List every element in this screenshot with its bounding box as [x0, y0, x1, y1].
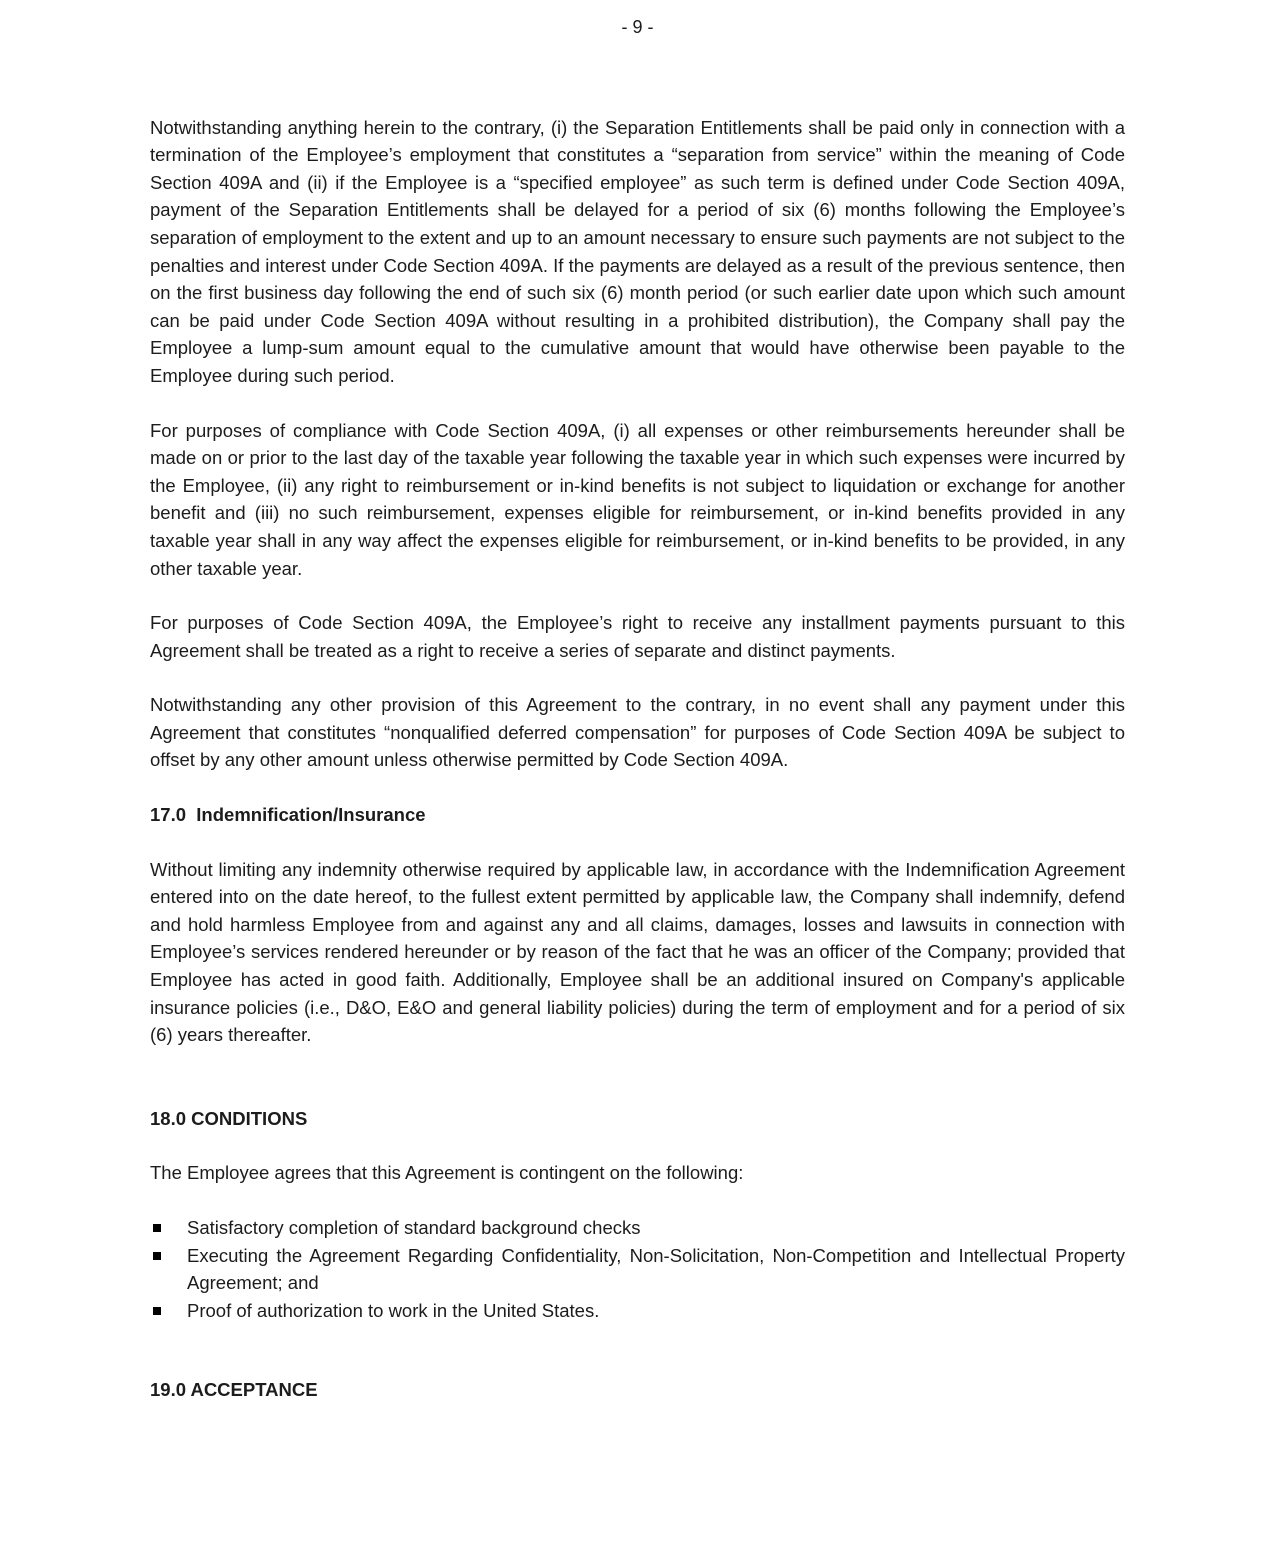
- list-item: [150, 1242, 1125, 1297]
- list-item: [150, 1297, 1125, 1325]
- list-item-text: Executing the Agreement Regarding Confidentiality, Non-Solicitation, Non-Competition and Intellectual Property Agreement; and: [187, 1244, 1125, 1294]
- paragraph-409a-reimbursements: For purposes of compliance with Code Section 409A, (i) all expenses or other reimbursements hereunder shall be made on or prior to the last day of the taxable year following the taxable year in which such expenses were incurred by the Employee, (ii) any right to reimbursement or in-kind benefits is not subject to liquidation or exchange for another benefit and (iii) no such reimbursement, expenses eligible for reimbursement, or in-kind benefits provided in any taxable year shall in any way affect the expenses eligible for reimbursement, or in-kind benefits to be provided, in any other taxable year.: [150, 419, 1125, 579]
- conditions-list: [150, 1214, 1125, 1324]
- bullet-square-icon: [153, 1252, 161, 1260]
- heading-17-indemnification-insurance: 17.0 Indemnification/Insurance: [150, 804, 426, 826]
- list-item-text: Satisfactory completion of standard background checks: [187, 1217, 641, 1238]
- document-content: [150, 114, 1125, 1404]
- paragraph-conditions-intro: The Employee agrees that this Agreement is contingent on the following:: [150, 1162, 744, 1184]
- paragraph-409a-separation-entitlements: Notwithstanding anything herein to the contrary, (i) the Separation Entitlements shall be paid only in connection with a termination of the Employee’s employment that constitutes a “separation from service” within the meaning of Code Section 409A and (ii) if the Employee is a “specified employee” as such term is defined under Code Section 409A, payment of the Separation Entitlements shall be delayed for a period of six (6) months following the Employee’s separation of employment to the extent and up to an amount necessary to ensure such payments are not subject to the penalties and interest under Code Section 409A. If the payments are delayed as a result of the previous sentence, then on the first business day following the end of such six (6) month period (or such earlier date upon which such amount can be paid under Code Section 409A without resulting in a prohibited distribution), the Company shall pay the Employee a lump-sum amount equal to the cumulative amount that would have otherwise been payable to the Employee during such period.: [150, 116, 1125, 386]
- heading-18-conditions: 18.0 CONDITIONS: [150, 1107, 308, 1129]
- paragraph-409a-installment-payments: For purposes of Code Section 409A, the Employee’s right to receive any installment payments pursuant to this Agreement shall be treated as a right to receive a series of separate and distinct payments.: [150, 612, 1125, 661]
- list-item-text: Proof of authorization to work in the United States.: [187, 1299, 600, 1321]
- bullet-square-icon: [153, 1307, 161, 1315]
- page-number: - 9 -: [621, 17, 654, 37]
- list-item: [150, 1214, 1125, 1242]
- paragraph-409a-offset: Notwithstanding any other provision of this Agreement to the contrary, in no event shall any payment under this Agreement that constitutes “nonqualified deferred compensation” for purposes of Code Section 409A be subject to offset by any other amount unless otherwise permitted by Code Section 409A.: [150, 694, 1125, 771]
- bullet-square-icon: [153, 1224, 161, 1232]
- paragraph-indemnification: Without limiting any indemnity otherwise required by applicable law, in accordance with the Indemnification Agreement entered into on the date hereof, to the fullest extent permitted by applicable law, the Company shall indemnify, defend and hold harmless Employee from and against any and all claims, damages, losses and lawsuits in connection with Employee’s services rendered hereunder or by reason of the fact that he was an officer of the Company; provided that Employee has acted in good faith. Additionally, Employee shall be an additional insured on Company's applicable insurance policies (i.e., D&O, E&O and general liability policies) during the term of employment and for a period of six (6) years thereafter.: [150, 858, 1125, 1046]
- heading-19-acceptance: 19.0 ACCEPTANCE: [150, 1379, 318, 1401]
